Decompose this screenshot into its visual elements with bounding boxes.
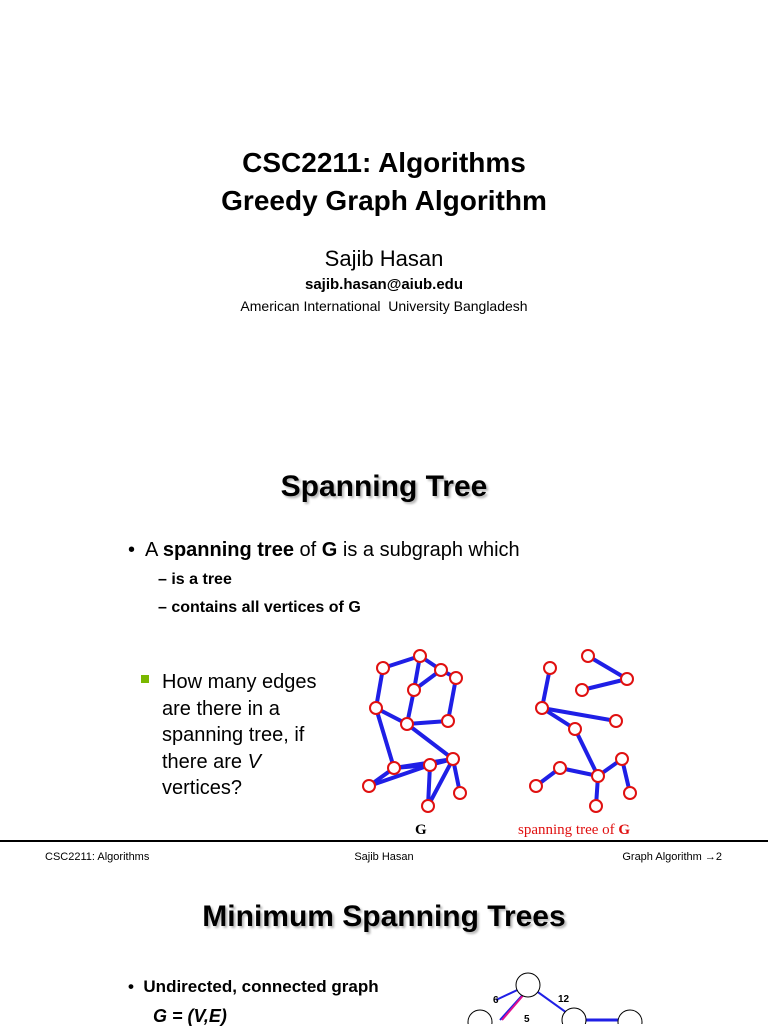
graph-vertex — [576, 684, 588, 696]
mst-bullet — [128, 977, 379, 997]
mst-vertex — [468, 1010, 492, 1024]
footer-page: Graph Algorithm →2 — [622, 851, 722, 863]
mst-vertex — [516, 973, 540, 997]
graph-mst-preview — [468, 973, 642, 1024]
graph-vertex — [592, 770, 604, 782]
graph-vertex — [554, 762, 566, 774]
graph-vertex — [616, 753, 628, 765]
def-part-a: A — [145, 539, 163, 561]
sub-item-vertices-g: G — [348, 599, 361, 616]
caption-g: G — [415, 822, 427, 838]
def-part-rest: is a subgraph which — [337, 539, 520, 561]
graph-edge — [575, 729, 598, 776]
graph-vertex — [447, 753, 459, 765]
graph-vertex — [442, 715, 454, 727]
graph-vertex — [530, 780, 542, 792]
graph-vertex — [422, 800, 434, 812]
slide1-title-line1: CSC2211: Algorithms — [242, 147, 526, 178]
dash: – — [158, 571, 167, 588]
question-line: spanning tree, if — [162, 724, 305, 746]
question-line: vertices? — [162, 777, 243, 799]
footer-author: Sajib Hasan — [354, 851, 414, 863]
footer-course: CSC2211: Algorithms — [45, 851, 150, 863]
graph-vertex — [536, 702, 548, 714]
graph-vertex — [590, 800, 602, 812]
graph-vertex — [454, 787, 466, 799]
footer-separator — [0, 840, 768, 842]
institution: American International University Bangladesh — [240, 298, 528, 314]
def-part-term: spanning tree — [162, 539, 294, 561]
mst-vertex — [562, 1008, 586, 1024]
slide1-title-line2: Greedy Graph Algorithm — [221, 185, 547, 216]
question-line-part: there are — [162, 750, 248, 773]
graph-vertex — [401, 718, 413, 730]
def-part-of: of — [293, 539, 322, 561]
graph-vertex — [621, 673, 633, 685]
sub-item-tree-text: is a tree — [171, 571, 232, 588]
graph-vertex — [624, 787, 636, 799]
mst-bullet-text: Undirected, connected graph — [143, 977, 379, 996]
mst-weight-label: 5 — [524, 1014, 530, 1024]
graph-g — [363, 650, 466, 812]
caption-spanning-tree-text: spanning tree of — [518, 822, 619, 838]
dash: – — [158, 599, 167, 616]
mst-weight-label: 12 — [558, 994, 570, 1005]
mst-vertex — [618, 1010, 642, 1024]
graph-vertex — [424, 759, 436, 771]
bullet-dot: • — [128, 977, 134, 996]
slide2-title: Spanning Tree — [280, 470, 488, 503]
graph-vertex — [363, 780, 375, 792]
graph-vertex — [370, 702, 382, 714]
caption-spanning-tree-g: G — [618, 822, 631, 838]
graph-spanning-tree — [530, 650, 636, 812]
graph-vertex — [450, 672, 462, 684]
graph-vertex — [414, 650, 426, 662]
caption-spanning-tree — [518, 822, 630, 839]
author-email: sajib.hasan@aiub.edu — [305, 276, 463, 293]
graph-vertex — [388, 762, 400, 774]
graph-vertex — [435, 664, 447, 676]
mst-formula: G = (V,E) — [153, 1006, 227, 1026]
graph-vertex — [582, 650, 594, 662]
mst-weight-label: 6 — [493, 995, 499, 1006]
graph-vertex — [569, 723, 581, 735]
def-part-g: G — [321, 539, 338, 561]
question-line: are there in a — [162, 697, 280, 720]
graph-vertex — [610, 715, 622, 727]
graph-vertex — [377, 662, 389, 674]
slide3-title: Minimum Spanning Trees — [202, 900, 566, 933]
sub-item-vertices-text: contains all vertices of — [171, 599, 349, 616]
bullet-dot: • — [128, 539, 136, 561]
question-line: How many edges — [162, 671, 317, 693]
question-var: V — [247, 750, 261, 773]
author-name: Sajib Hasan — [324, 246, 444, 271]
graph-edge — [407, 724, 453, 759]
graph-vertex — [544, 662, 556, 674]
graph-vertex — [408, 684, 420, 696]
